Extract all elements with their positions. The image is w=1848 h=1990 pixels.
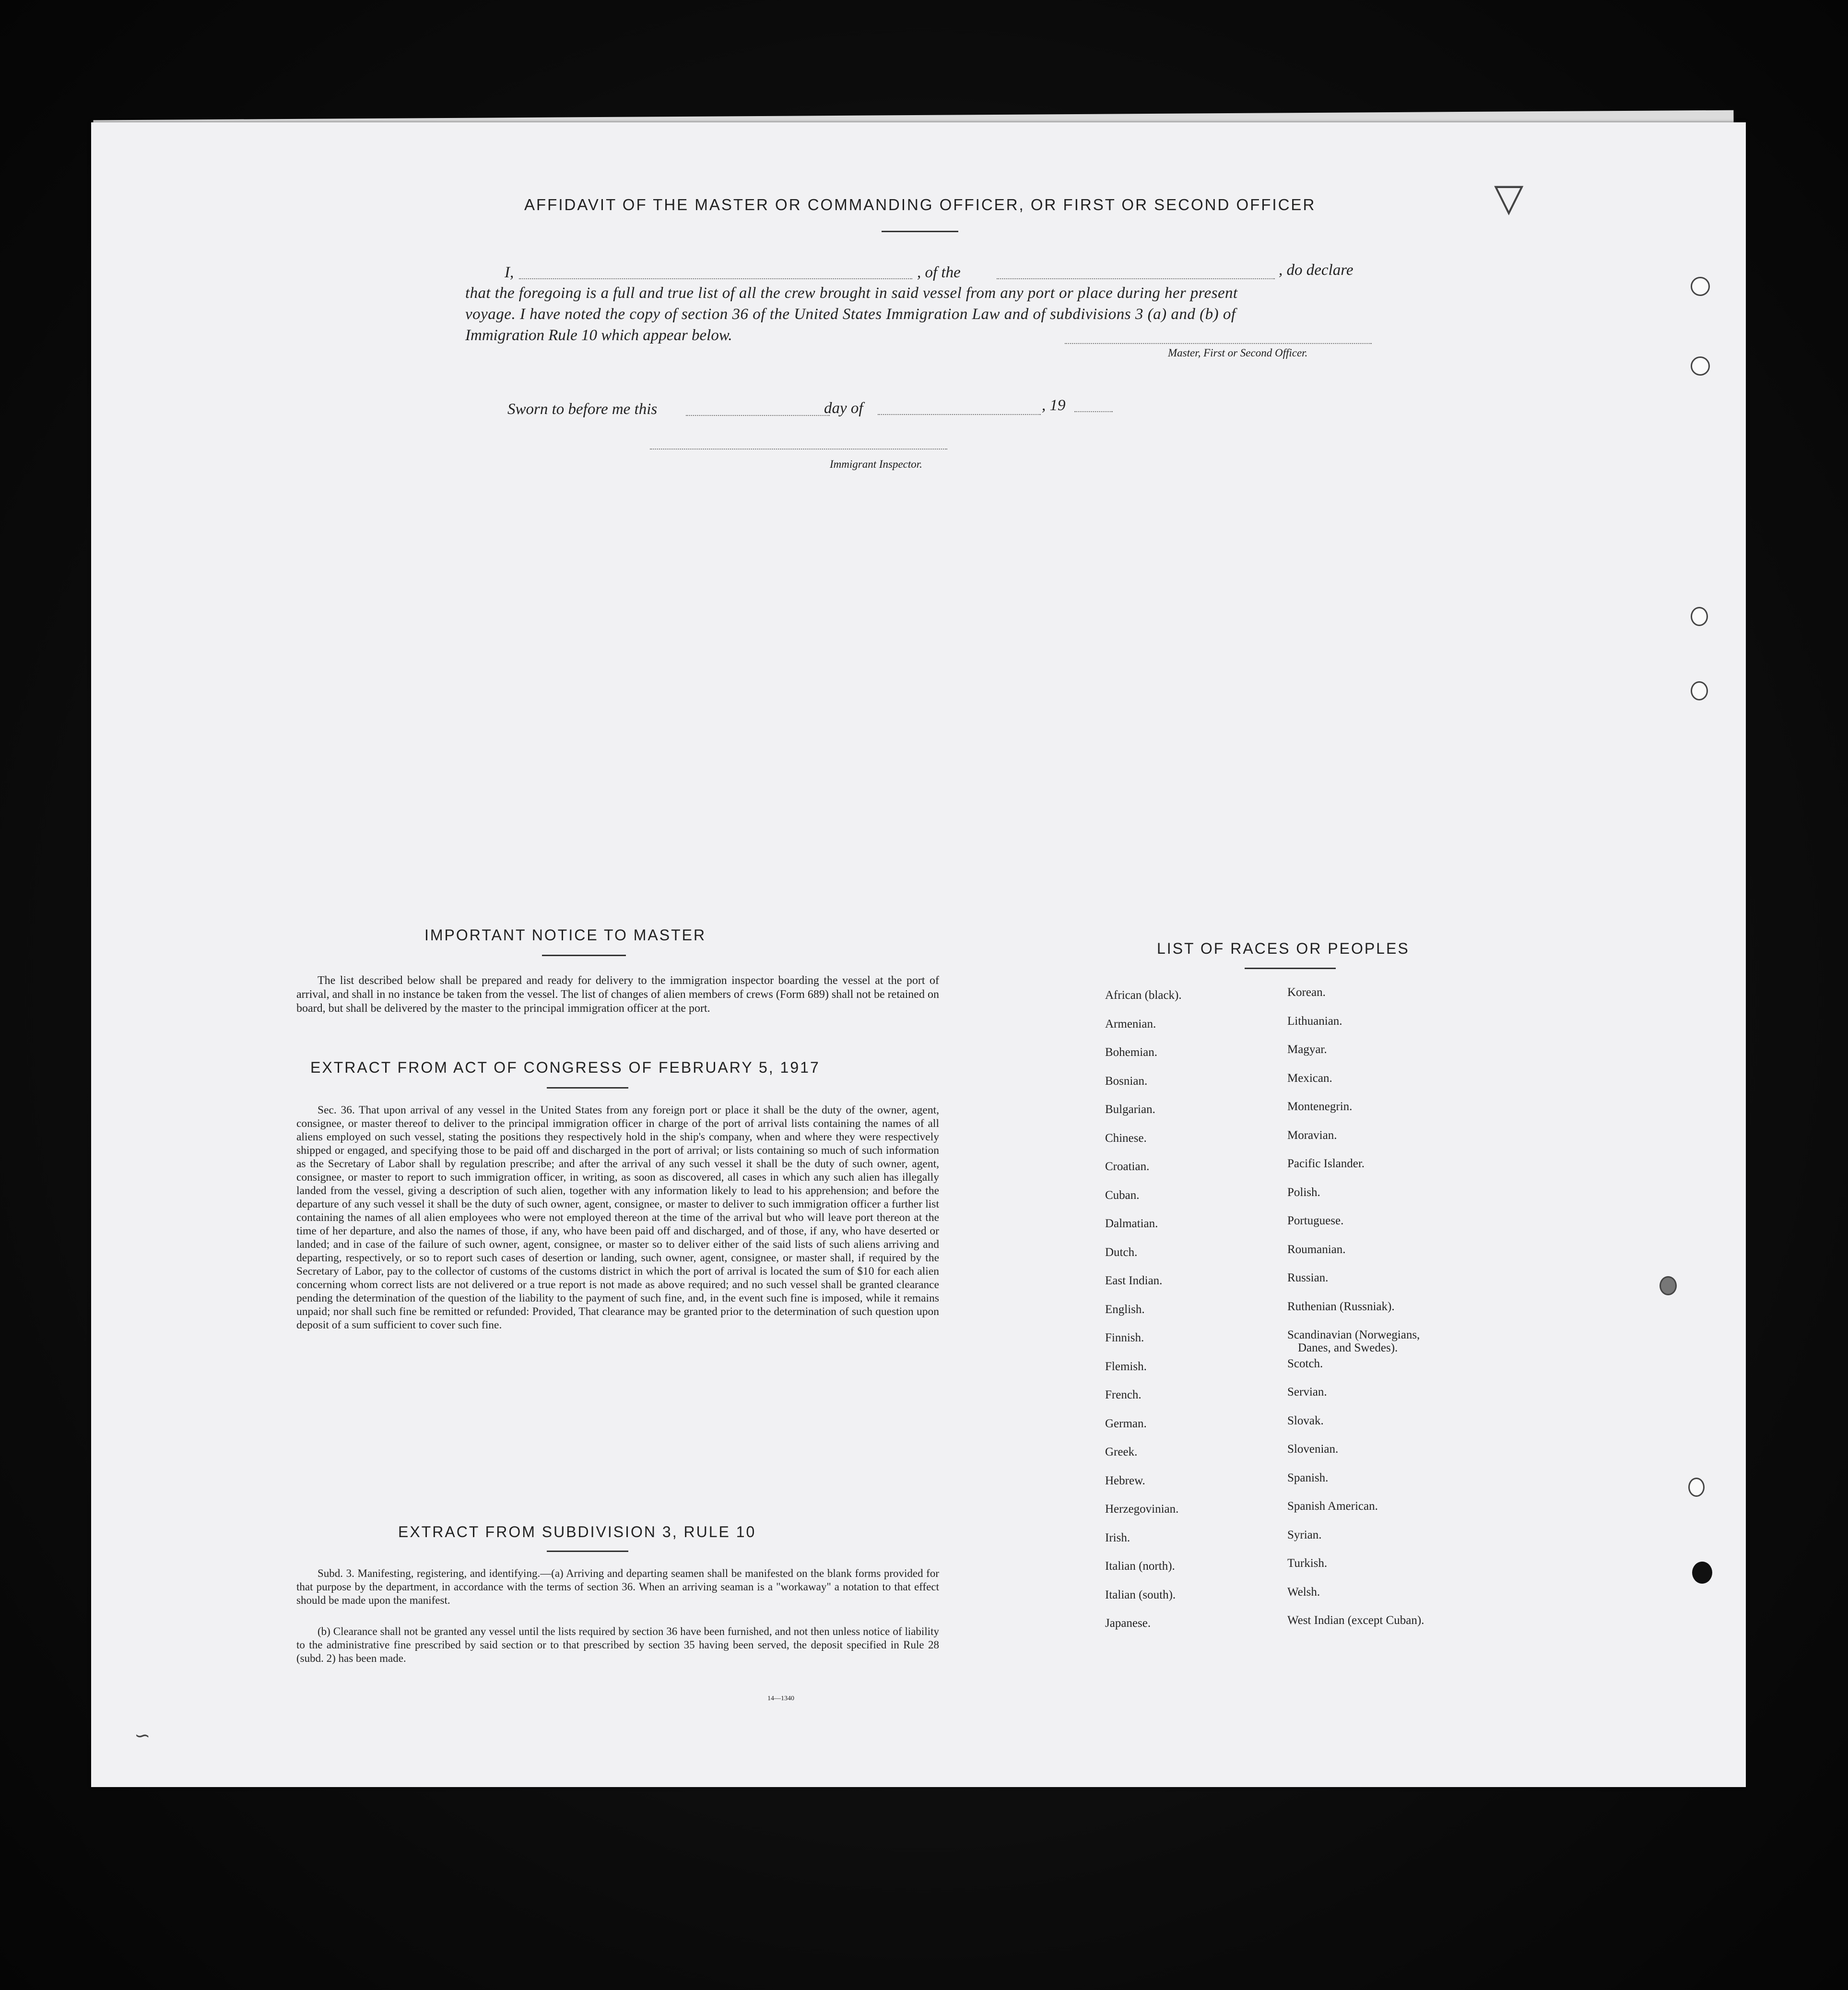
race-item: Flemish. (1105, 1360, 1147, 1373)
race-item: Magyar. (1287, 1043, 1327, 1056)
sworn-day-blank (686, 415, 830, 416)
race-item: Dutch. (1105, 1245, 1138, 1259)
race-item: Montenegrin. (1287, 1100, 1353, 1113)
race-item-continuation: Danes, and Swedes). (1298, 1341, 1398, 1354)
race-item: Chinese. (1105, 1131, 1147, 1145)
form-number: 14—1340 (767, 1695, 794, 1702)
race-item: English. (1105, 1303, 1145, 1316)
race-item: Ruthenian (Russniak). (1287, 1300, 1395, 1313)
act-text: Sec. 36. That upon arrival of any vessel in the United States from any foreign port or place it shall be the duty of the owner, agent, consignee, or master thereof to deliver to the principal immigration officer in charge of the port of arrival lists containing the names of all aliens employed on such vessel, stating the positions they respectively hold in the ship's company, when and where they were respectively shipped or engaged, and specifying those to be paid off and discharged in the port of arrival; or lists containing so much of such information as the Secretary of Labor shall by regulation prescribe; and after the arrival of any such vessel it shall be the duty of such owner, agent, consignee, or master to report to such immigration officer, in writing, as soon as discovered, all cases in which any such alien has illegally landed from the vessel, giving a description of such alien, together with any information likely to lead to his apprehension; and before the departure of any such vessel it shall be the duty of such owner, agent, consignee, or master to deliver to such immigration officer a further list containing the names of all alien employees who were not employed thereon at the time of the arrival but who will leave port thereon at the time of her departure, and also the names of those, if any, who have been paid off and discharged, and of those, if any, who have deserted or landed; and in case of the failure of such owner, agent, consignee, or master so to deliver either of the said lists of such aliens arriving and departing, respectively, or so to report such cases of desertion or landing, such owner, agent, consignee, or master shall, if required by the Secretary of Labor, pay to the collector of customs of the customs district in which the port of arrival is located the sum of $10 for each alien concerning whom correct lists are not delivered or a true report is not made as above required; and no such vessel shall be granted clearance pending the determination of the question of the liability to the payment of such fine, and, in the event such fine is imposed, while it remains unpaid; nor shall such fine be remitted or refunded: Provided, That clearance may be granted prior to the determination of such question upon deposit of a sum sufficient to cover such fine. (296, 1104, 939, 1331)
rule10-text-a: Subd. 3. Manifesting, registering, and identifying.—(a) Arriving and departing seamen shall be manifested on the blank forms provided for that purpose by the department, in accordance with the terms of section 36. When an arriving seaman is a "workaway" a notation to that effect should be made upon the manifest. (296, 1567, 939, 1606)
race-item: Dalmatian. (1105, 1217, 1158, 1230)
pencil-mark-icon: ∽ (134, 1725, 151, 1747)
binder-hole (1691, 681, 1708, 700)
race-item: Pacific Islander. (1287, 1157, 1365, 1170)
race-item: German. (1105, 1417, 1147, 1430)
inspector-signature-blank (650, 449, 947, 450)
rule10-title-rule (547, 1551, 628, 1552)
notice-title-rule (542, 955, 626, 956)
races-left-column (1105, 989, 1182, 1646)
document-page (91, 122, 1746, 1787)
race-item: Finnish. (1105, 1331, 1144, 1344)
binder-hole (1692, 1562, 1712, 1584)
affidavit-of-the: , of the (917, 264, 961, 281)
affidavit-title-rule (882, 231, 958, 232)
binder-hole (1691, 356, 1710, 376)
race-item: Italian (south). (1105, 1588, 1176, 1601)
affidavit-vessel-blank (997, 278, 1275, 279)
sworn-month-blank (878, 414, 1041, 415)
race-item: Slovenian. (1287, 1443, 1339, 1456)
race-item: Spanish American. (1287, 1500, 1378, 1513)
race-item: Welsh. (1287, 1585, 1320, 1599)
race-item: Turkish. (1287, 1557, 1328, 1570)
rule10-title: EXTRACT FROM SUBDIVISION 3, RULE 10 (398, 1523, 756, 1540)
act-title: EXTRACT FROM ACT OF CONGRESS OF FEBRUARY 5, 1917 (310, 1059, 820, 1076)
sworn-prefix: Sworn to before me this (507, 401, 658, 418)
affidavit-line-2: that the foregoing is a full and true list of all the crew brought in said vessel from any port or place during her present (465, 284, 1238, 302)
notice-text: The list described below shall be prepared and ready for delivery to the immigration inspector boarding the vessel at the port of arrival, and shall in no instance be taken from the vessel. The list of changes of alien members of crews (Form 689) shall not be retained on board, but shall be delivered by the master to the principal immigration officer at the port. (296, 974, 939, 1015)
affidavit-declare: , do declare (1279, 261, 1354, 279)
race-item: Roumanian. (1287, 1243, 1346, 1256)
binder-hole (1691, 277, 1710, 296)
race-item: Slovak. (1287, 1414, 1324, 1427)
race-item: Greek. (1105, 1445, 1138, 1458)
master-signature-blank (1065, 343, 1372, 344)
sworn-year: , 19 (1042, 397, 1066, 414)
race-item: Korean. (1287, 986, 1326, 999)
race-item: Armenian. (1105, 1017, 1156, 1031)
race-item: Polish. (1287, 1185, 1320, 1199)
act-title-rule (547, 1087, 628, 1089)
race-item: Scotch. (1287, 1357, 1323, 1370)
affidavit-title: AFFIDAVIT OF THE MASTER OR COMMANDING OFFICER, OR FIRST OR SECOND OFFICER (524, 196, 1316, 213)
affidavit-i: I, (505, 264, 514, 281)
race-item: Italian (north). (1105, 1560, 1175, 1573)
race-item: Mexican. (1287, 1071, 1332, 1085)
race-item: Bulgarian. (1105, 1103, 1155, 1116)
race-item: Moravian. (1287, 1128, 1337, 1142)
race-item: Irish. (1105, 1531, 1130, 1544)
race-item: Cuban. (1105, 1188, 1140, 1202)
sworn-year-blank (1074, 411, 1113, 412)
race-item: African (black). (1105, 989, 1182, 1002)
race-item: French. (1105, 1388, 1142, 1401)
race-item: East Indian. (1105, 1274, 1163, 1287)
inspector-label: Immigrant Inspector. (830, 458, 922, 470)
master-signature-label: Master, First or Second Officer. (1168, 347, 1308, 359)
affidavit-line-4: Immigration Rule 10 which appear below. (465, 327, 732, 344)
race-item: Japanese. (1105, 1617, 1151, 1630)
races-title: LIST OF RACES OR PEOPLES (1157, 940, 1410, 957)
race-item: Herzegovinian. (1105, 1503, 1179, 1516)
race-item: Syrian. (1287, 1528, 1322, 1541)
races-right-column (1287, 986, 1424, 1643)
notice-title: IMPORTANT NOTICE TO MASTER (424, 926, 706, 944)
rule10-text-b: (b) Clearance shall not be granted any vessel until the lists required by section 36 have been furnished, and not then unless notice of liability to the administrative fine prescribed by said section or to that prescribed by section 35 having been served, the deposit specified in Rule 28 (subd. 2) has been made. (296, 1625, 939, 1664)
race-item: Bohemian. (1105, 1046, 1158, 1059)
race-item: Portuguese. (1287, 1214, 1344, 1227)
binder-hole (1660, 1276, 1677, 1295)
race-item: Servian. (1287, 1386, 1327, 1398)
binder-hole (1691, 607, 1708, 626)
race-item: Lithuanian. (1287, 1014, 1342, 1028)
race-item: Hebrew. (1105, 1474, 1145, 1487)
affidavit-line-3: voyage. I have noted the copy of section 36 of the United States Immigration Law and of subdivisions 3 (a) and (b) of (465, 306, 1236, 323)
binder-hole (1688, 1478, 1705, 1497)
race-item: Spanish. (1287, 1471, 1329, 1484)
race-item: Bosnian. (1105, 1074, 1148, 1088)
race-item: Russian. (1287, 1271, 1329, 1284)
pencil-mark-icon: ▽ (1494, 175, 1524, 220)
race-item-line: Scandinavian (Norwegians, (1287, 1328, 1420, 1341)
race-item: Croatian. (1105, 1160, 1150, 1173)
sworn-day-of: day of (824, 400, 863, 417)
race-item (1287, 1328, 1424, 1357)
affidavit-name-blank (519, 278, 912, 279)
races-title-rule (1245, 968, 1336, 969)
race-item: West Indian (except Cuban). (1287, 1614, 1424, 1627)
